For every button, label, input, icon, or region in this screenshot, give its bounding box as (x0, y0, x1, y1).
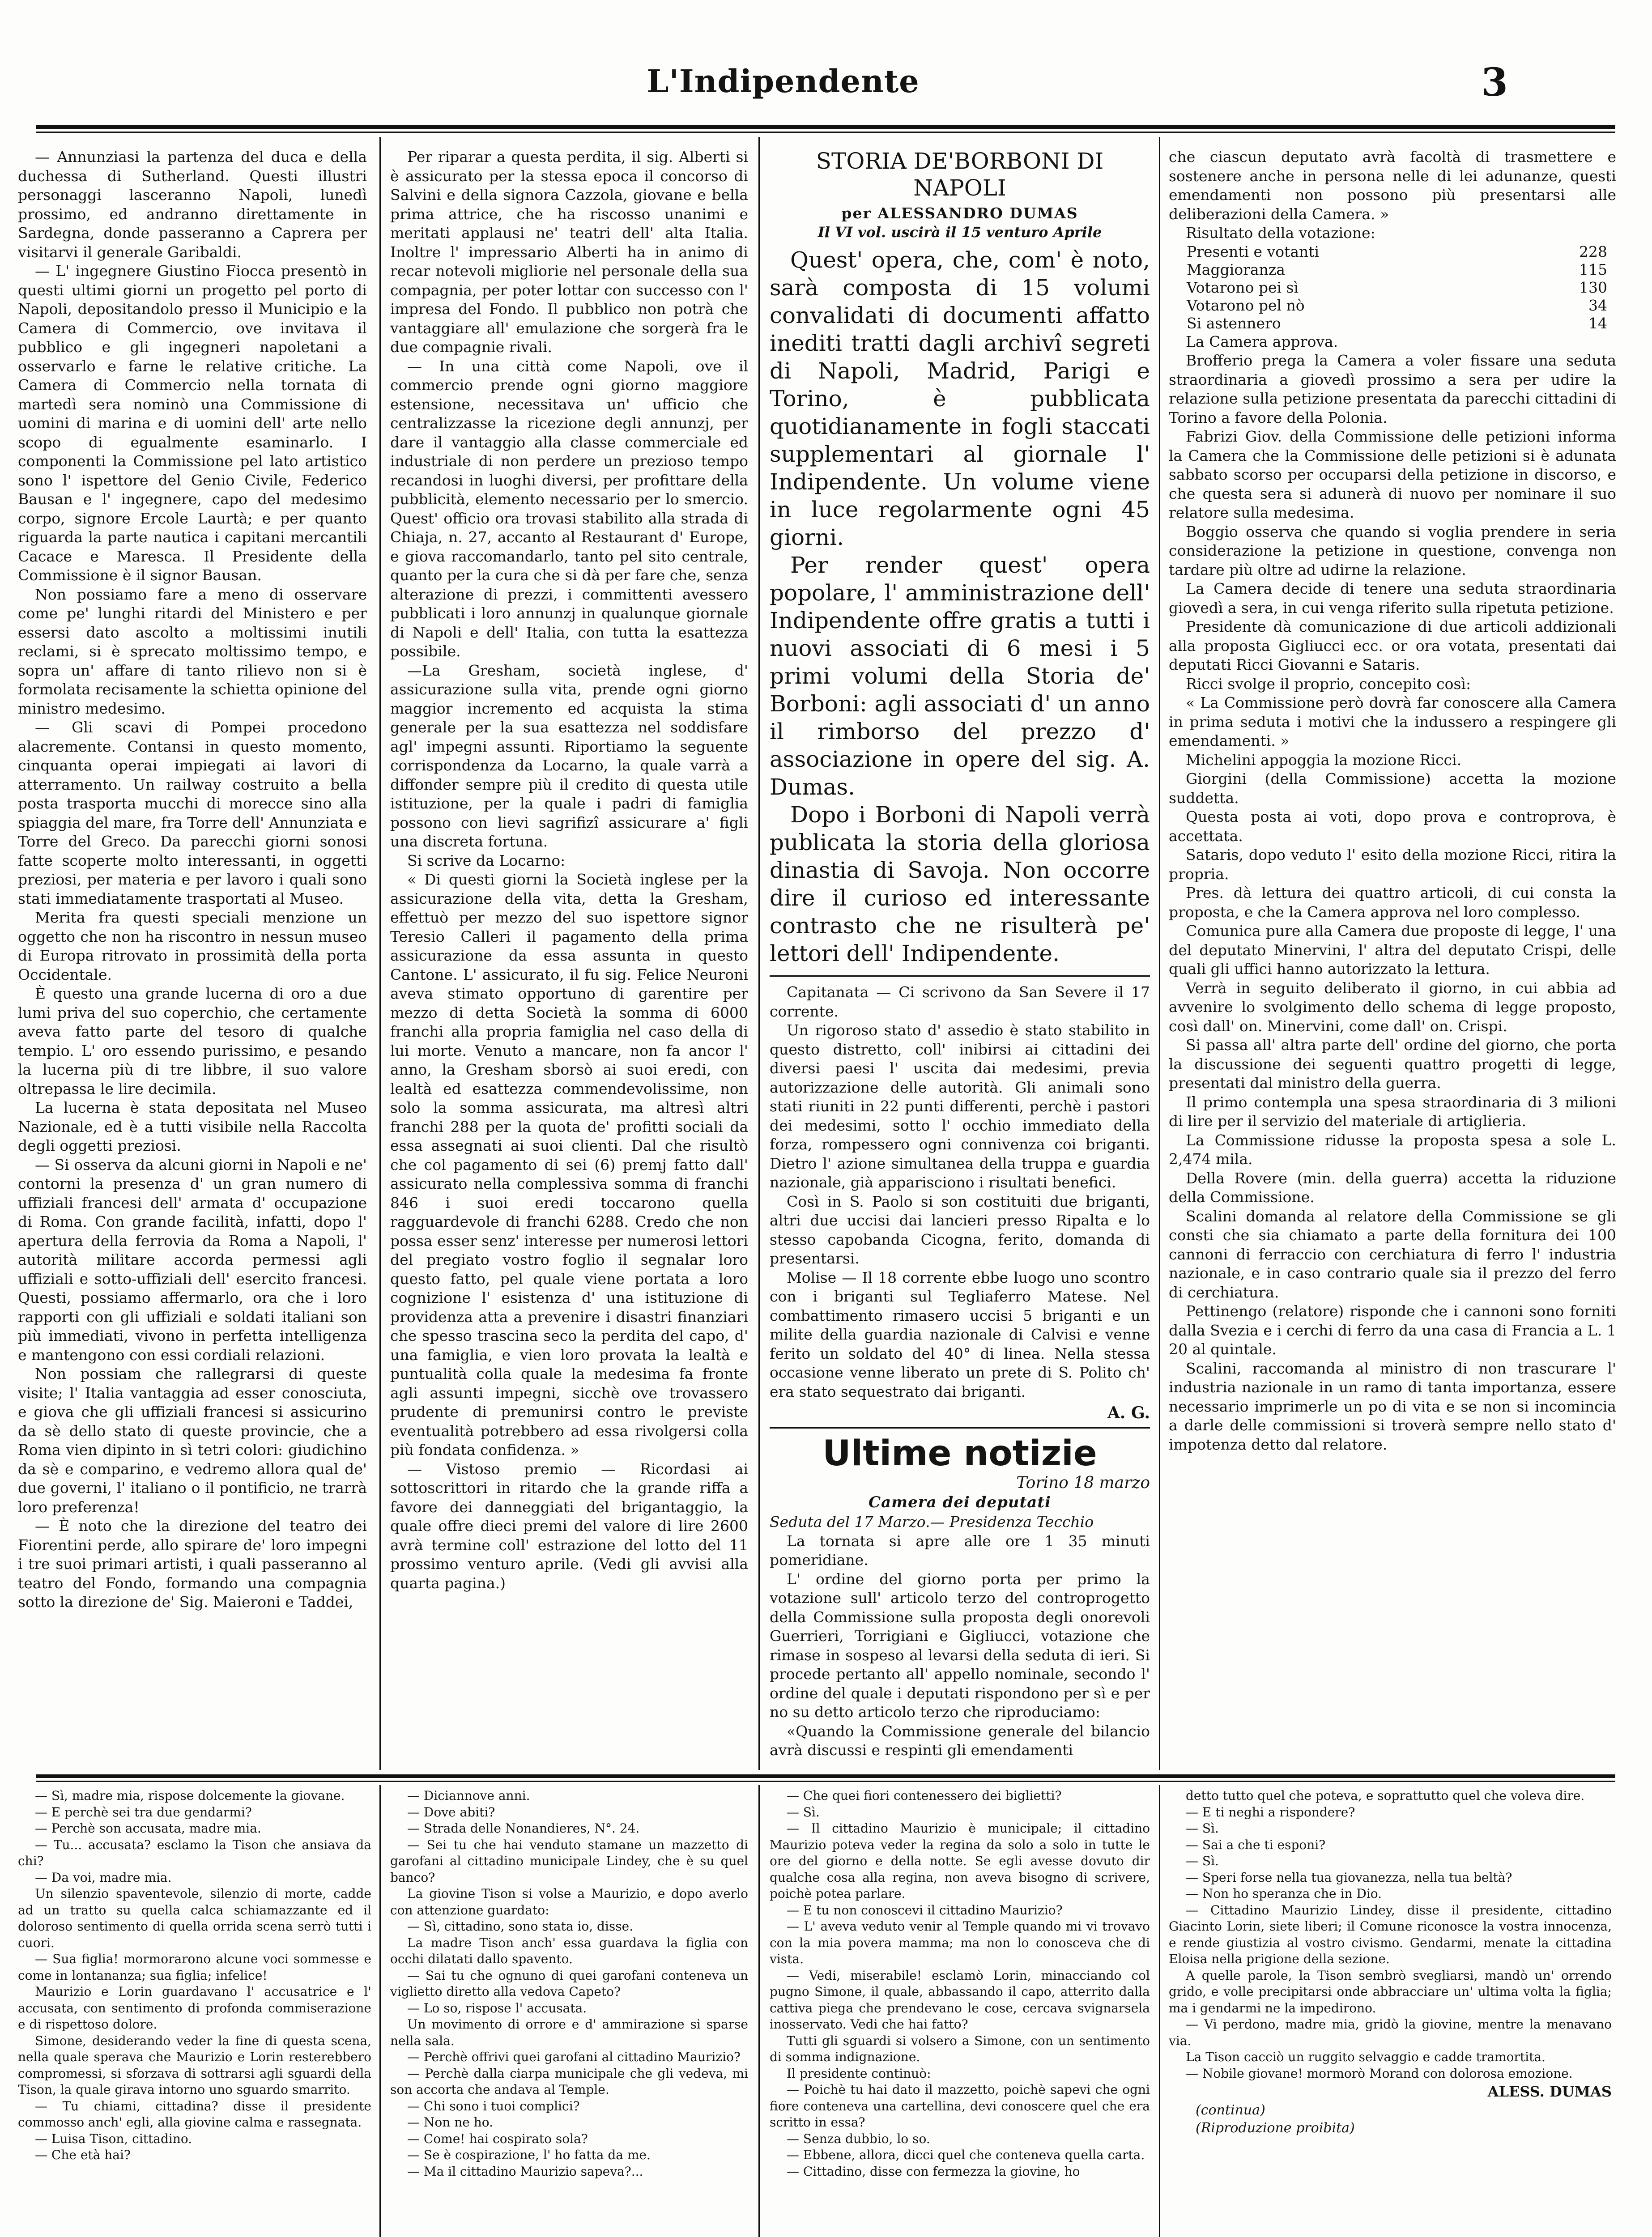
session-paragraph: Sataris, dopo veduto l' esito della mozione Ricci, ritira la propria. (1169, 846, 1616, 883)
advert-divider (770, 975, 1150, 977)
feuilleton-paragraph: — Che età hai? (35, 2148, 131, 2162)
session-paragraph: Giorgini (della Commissione) accetta la mozione suddetta. (1169, 770, 1616, 807)
feuilleton-paragraph: — Sì, madre mia, rispose dolcemente la giovane. (35, 1788, 345, 1803)
article-paragraph: — In una città come Napoli, ove il commercio prende ogni giorno maggiore estensione, necessitava un' ufficio che centralizzasse la ricezione degli annunzj, per dare il vantaggio alla classe commerciale ed industriale di non perdere un prezioso tempo recandosi in luoghi diversi, per profittare della pubblicità, elemento necessario per lo smercio. Quest' officio ora trovasi stabilito alla strada di Chiaja, n. 27, accanto al Restaurant d' Europe, e giova raccomandarlo, tanto pel sito centrale, quanto per la cura che si dà per fare che, senza alterazione di prezzi, i committenti avessero pubblicati i loro annunzj in qualunque giornale di Napoli e dell' Italia, con tutta la esattezza possibile. (390, 357, 748, 660)
vote-results-table (1187, 243, 1607, 332)
article-paragraph: Per riparar a questa perdita, il sig. Alberti si è assicurato per la stessa epoca il concorso di Salvini e della signora Cazzola, giovane e bella prima attrice, che ha riscosso unanimi e meritati applausi ne' teatri dell' alta Italia. Inoltre l' impressario Alberti ha in animo di recar notevoli migliorie nel personale della sua compagnia, per poter lottar con successo con l' impresa del Fondo. Il pubblico non potrà che vantaggiare all' emulazione che sorgerà fra le due compagnie rivali. (390, 148, 748, 356)
feuilleton-paragraph: — Ebbene, allora, dicci quel che conteneva quella carta. (787, 2148, 1145, 2162)
advert-release: Il VI vol. uscirà il 15 venturo Aprile (817, 224, 1102, 241)
feuilleton-paragraph: — Sì. (1186, 1821, 1219, 1836)
article-paragraph: — Vistoso premio — Ricordasi ai sottoscrittori in ritardo che la grande riffa a favore dei danneggiati del brigantaggio, la quale offre dieci premi del valore di lire 2600 avrà termine coll' estrazione del lotto del 11 prossimo venturo aprile. (Vedi gli avvisi alla quarta pagina.) (390, 1460, 748, 1592)
feuilleton-paragraph: A quelle parole, la Tison sembrò svegliarsi, mandò un' orrendo grido, e volle precipitarsi onde abbracciare un' ultima volta la figlia; ma i gendarmi ne la impedirono. (1169, 1968, 1612, 2016)
ultime-date: Torino 18 marzo (1016, 1474, 1150, 1492)
news-paragraph: Capitanata — Ci scrivono da San Severe il 17 corrente. (770, 983, 1150, 1020)
vote-label: Votarono pei sì (1187, 278, 1299, 296)
session-paragraph: « La Commissione però dovrà far conoscere alla Camera in prima seduta i motivi che la indussero a respingere gli emendamenti. » (1169, 694, 1616, 749)
feuilleton-paragraph: — Il cittadino Maurizio è municipale; il cittadino Maurizio poteva veder la regina da solo a solo in tutte le ore del giorno e della notte. Se egli avesse dovuto dir qualche cosa alla regina, non aveva bisogno di scrivere, poichè potea parlare. (770, 1821, 1150, 1901)
feuilleton-paragraph: — Vi perdono, madre mia, gridò la giovine, mentre la menavano via. (1169, 2017, 1612, 2048)
vote-row (1187, 261, 1607, 279)
feuilleton-paragraph: — Sai a che ti esponi? (1186, 1837, 1326, 1852)
news-paragraph: Un rigoroso stato d' assedio è stato stabilito in questo distretto, coll' inibirsi ai cittadini dei diversi paesi l' uscita dai medesimi, previa autorizzazione delle autorità. Gli animali sono stati riuniti in 22 punti differenti, perchè i pastori dei medesimi, sotto l' occhio immediato della forza, rompessero ogni connivenza coi briganti. Dietro l' azione simultanea della truppa e guardia nazionale, già apparisciono i risultati benefici. (770, 1021, 1150, 1191)
feuilleton-paragraph: — Se è cospirazione, l' ho fatta da me. (407, 2148, 651, 2162)
session-paragraph: «Quando la Commissione generale del bilancio avrà discussi e respinti gli emendamenti (770, 1722, 1150, 1759)
feuilleton-paragraph: — E perchè sei tra due gendarmi? (35, 1804, 252, 1820)
feuilleton-paragraph: Un silenzio spaventevole, silenzio di morte, cadde ad un tratto su quella calca schiamazzante ed il doloroso sentimento di quella orrida scena serrò tutti i cuori. (18, 1886, 371, 1950)
feuilleton-paragraph: — Vedi, miserabile! esclamò Lorin, minacciando col pugno Simone, il quale, abbassando il capo, atterrito dalla cattiva piega che prendevano le cose, cercava svignarsela inosservato. Vedi che hai fatto? (770, 1968, 1150, 2032)
feuilleton-paragraph: — Diciannove anni. (407, 1788, 530, 1803)
vote-value: 228 (1579, 242, 1607, 260)
feuilleton-paragraph: — Tu... accusata? esclamo la Tison che ansiava da chi? (18, 1837, 371, 1868)
vote-row (1187, 279, 1607, 297)
feuilleton-paragraph: — Lo so, rispose l' accusata. (407, 2000, 587, 2016)
feuilleton-paragraph: — Cittadino, disse con fermezza la giovine, ho (787, 2164, 1080, 2179)
session-paragraph: Brofferio prega la Camera a voler fissare una seduta straordinaria a giovedì prossimo a sera per udire la relazione sulla petizione presentata da parecchi cittadini di Torino a favore della Polonia. (1169, 352, 1616, 426)
session-paragraph: Boggio osserva che quando si voglia prendere in seria considerazione la petizione in questione, convenga non tardare più oltre ad udirne la relazione. (1169, 523, 1616, 578)
feuilleton-paragraph: — Nobile giovane! mormorò Morand con dolorosa emozione. (1186, 2066, 1573, 2081)
feuilleton-paragraph: — Sì. (787, 1804, 820, 1820)
feuilleton-paragraph: — Come! hai cospirato sola? (407, 2131, 588, 2146)
article-paragraph: La lucerna è stata depositata nel Museo Nazionale, ed è a tutti visibile nella Raccolta degli oggetti preziosi. (18, 1099, 367, 1154)
feuilleton-paragraph: Il presidente continuò: (787, 2066, 931, 2081)
vote-value: 34 (1588, 296, 1607, 314)
session-paragraph: Fabrizi Giov. della Commissione delle petizioni informa la Camera che la Commissione delle petizioni si è adunata sabbato scorso per occuparsi della petizione in discorso, e che questa sera si adunerà di nuovo per nominare il suo relatore sulla medesima. (1169, 428, 1616, 521)
news-paragraph: Così in S. Paolo si son costituiti due briganti, altri due uccisi dai lancieri presso Ripalta e lo stesso capobanda Cicogna, ferito, domanda di presentarsi. (770, 1192, 1150, 1267)
advert-paragraph: Per render quest' opera popolare, l' amministrazione dell' Indipendente offre gratis a tutti i nuovi associati di 6 mesi i 5 primi volumi della Storia de' Borboni: agli associati d' un anno il rimborso del prezzo d' associazione in opere del sig. A. Dumas. (770, 552, 1150, 800)
column-2 (390, 148, 748, 1767)
page-number: 3 (1481, 60, 1508, 105)
column-divider (1159, 137, 1160, 1770)
masthead-rule-thin (36, 132, 1615, 133)
session-paragraph: Pres. dà lettura dei quattro articoli, di cui consta la proposta, e che la Camera approva nel loro complesso. (1169, 884, 1616, 921)
advert-paragraph: Quest' opera, che, com' è noto, sarà composta di 15 volumi convalidati di documenti affatto inediti tratti dagli archivî segreti di Napoli, Madrid, Parigi e Torino, è pubblicata quotidianamente in fogli staccati supplementari al giornale l' Indipendente. Un volume viene in luce regolarmente ogni 45 giorni. (770, 247, 1150, 550)
article-paragraph: — È noto che la direzione del teatro dei Fiorentini perde, allo spirare de' loro impegni i tre suoi primari artisti, i quali passeranno al teatro del Fondo, formando una compagnia sotto la direzione de' Sig. Maieroni e Taddei, (18, 1517, 367, 1611)
feuilleton-column-4 (1169, 1788, 1612, 2237)
masthead (72, 60, 1508, 116)
advert-paragraph: Dopo i Borboni di Napoli verrà publicata la storia della gloriosa dinastia di Savoja. Non occorre dire il curioso ed interessante contrasto che ne risulterà pe' lettori dell' Indipendente. (770, 802, 1150, 966)
feuilleton-divider (1159, 1785, 1160, 2237)
feuilleton-rule-thin (36, 1781, 1615, 1782)
session-line: Seduta del 17 Marzo.— Presidenza Tecchio (770, 1513, 1094, 1531)
vote-label: Presenti e votanti (1187, 242, 1320, 260)
news-signature: A. G. (1107, 1403, 1150, 1422)
article-paragraph: Non possiam che rallegrarsi di queste visite; l' Italia vantaggia ad esser conosciuta, e giova che gli uffiziali francesi si assicurino da sè dello stato di queste provincie, che a Roma vien dipinto in sì tetri colori: giudichino da sè e comparino, e vedremo allora qual de' due governi, l' italiano o il pontificio, ne trarrà loro preferenza! (18, 1365, 367, 1516)
feuilleton-divider (758, 1785, 760, 2237)
session-paragraph: Michelini appoggia la mozione Ricci. (1186, 751, 1462, 769)
feuilleton-paragraph: — Senza dubbio, lo so. (787, 2131, 930, 2146)
feuilleton-paragraph: — Chi sono i tuoi complici? (407, 2098, 580, 2114)
article-paragraph: È questo una grande lucerna di oro a due lumi priva del suo coperchio, che certamente aveva fatto parte del tesoro di qualche tempio. L' oro essendo purissimo, e pesando la lucerna più di tre libbre, il suo valore oltrepassa le lire decimila. (18, 985, 367, 1097)
feuilleton-paragraph: Maurizio e Lorin guardavano l' accusatrice e l' accusata, con sentimento di profonda commiserazione e di rispettoso dolore. (18, 1984, 371, 2032)
advert-author: per ALESSANDRO DUMAS (841, 204, 1078, 222)
feuilleton-paragraph: — Speri forse nella tua giovanezza, nella tua beltà? (1186, 1870, 1512, 1885)
feuilleton-paragraph: — E ti neghi a rispondere? (1186, 1804, 1355, 1820)
session-paragraph: Verrà in seguito deliberato il giorno, in cui abbia ad avvenire lo svolgimento dello schema di legge proposto, così dall' on. Minervini, come dall' on. Crispi. (1169, 979, 1616, 1035)
feuilleton-paragraph: — Perchè son accusata, madre mia. (35, 1821, 261, 1836)
session-paragraph: Comunica pure alla Camera due proposte di legge, l' una del deputato Minervini, l' altra del deputato Crispi, delle quali gli uffici hanno autorizzato la lettura. (1169, 922, 1616, 978)
feuilleton-paragraph: — Perchè offrivi quei garofani al cittadino Maurizio? (407, 2050, 741, 2064)
vote-row (1187, 315, 1607, 332)
feuilleton-column-2 (390, 1788, 748, 2237)
column-4 (1169, 148, 1616, 1767)
feuilleton-rule (36, 1774, 1615, 1778)
feuilleton-paragraph: — Da voi, madre mia. (35, 1870, 172, 1885)
article-paragraph: —La Gresham, società inglese, d' assicurazione sulla vita, prende ogni giorno maggior incremento ed acquista la stima generale per la sua esattezza nel soddisfare agl' impegni assunti. Riportiamo la seguente corrispondenza da Locarno, la quale varrà a diffonder sempre più il credito di questa utile istituzione, per la quale i padri di famiglia possono con lievi sagrifizî assicurare a' figli una discreta fortuna. (390, 661, 748, 850)
article-paragraph: — Annunziasi la partenza del duca e della duchessa di Sutherland. Questi illustri personaggi lasceranno Napoli, lunedì prossimo, ed andranno direttamente in Sardegna, donde passeranno a Caprera per visitarvi il generale Garibaldi. (18, 148, 367, 261)
feuilleton-paragraph: detto tutto quel che poteva, e soprattutto quel che voleva dire. (1186, 1788, 1585, 1803)
session-paragraph: che ciascun deputato avrà facoltà di trasmettere e sostenere anche in persona nelle di lei adunanze, questi emendamenti non possono più presentarsi alle deliberazioni della Camera. » (1169, 148, 1616, 223)
session-paragraph: La Camera approva. (1186, 332, 1338, 350)
feuilleton-paragraph: — L' aveva veduto venir al Temple quando mi vi trovavo con la mia povera mamma; ma non lo conosceva che di vista. (770, 1919, 1150, 1966)
feuilleton-paragraph: — Perchè dalla ciarpa municipale che gli vedeva, mi son accorta che andava al Temple. (390, 2066, 748, 2097)
feuilleton-signature: ALESS. DUMAS (1487, 2083, 1612, 2100)
session-paragraph: Scalini, raccomanda al ministro di non trascurare l' industria nazionale in un ramo di tanta importanza, essere necessario imprimerle un po di vita e se non si incomincia a darle delle commissioni si troverà sempre nello stato d' impotenza detto dal relatore. (1169, 1359, 1616, 1453)
article-paragraph: — Gli scavi di Pompei procedono alacremente. Contansi in questo momento, cinquanta operai impiegati ai lavori di atterramento. Un railway costruito a bella posta trasporta mucchi di morecce sino alla spiaggia del mare, fra Torre dell' Annunziata e Torre del Greco. Da parecchi giorni sonosi fatte scoperte molto interessanti, in oggetti preziosi, per materia e per lavoro i quali sono stati immediatamente trasportati al Museo. (18, 719, 367, 907)
session-paragraph: La Commissione ridusse la proposta spesa a sole L. 2,474 mila. (1169, 1131, 1616, 1168)
feuilleton-column-3 (770, 1788, 1150, 2237)
column-divider (379, 137, 381, 1770)
vote-value: 115 (1579, 260, 1607, 278)
article-paragraph: — L' ingegnere Giustino Fiocca presentò in questi ultimi giorni un progetto pel porto di Napoli, depositandolo presso il Municipio e la Camera di Commercio, ove invitava il pubblico e gli ingegneri napoletani a osservarlo e farne le relative critiche. La Camera di Commercio nella tornata di martedì sera nominò una Commissione di uomini di marina e di uomini dell' arte nello scopo di egualmente esaminarlo. I componenti la Commissione pel lato artistico sono l' ispettore del Genio Civile, Federico Bausan e l' ingegnere, capo del medesimo corpo, signore Ercole Laurtà; e per quanto riguarda la parte nautica i capitani mercantili Cacace e Maresca. Il Presidente della Commissione è il signor Bausan. (18, 262, 367, 584)
feuilleton-paragraph: — Dove abiti? (407, 1804, 495, 1820)
session-paragraph: La Camera decide di tenere una seduta straordinaria giovedì a sera, in cui venga riferito sulla ripetuta petizione. (1169, 580, 1616, 617)
article-paragraph: Non possiamo fare a meno di osservare come pe' lunghi ritardi del Ministero e per essersi dato ascolto a moltissimi inutili reclami, si è sprecato moltissimo tempo, e sopra un' affare di tanto rilievo non si è formolata recisamente la schietta opinione del ministro medesimo. (18, 585, 367, 717)
feuilleton-paragraph: — Poichè tu hai dato il mazzetto, poichè sapevi che ogni fiore conteneva una cartellina, devi conoscere quel che era scritto in essa? (770, 2082, 1150, 2130)
feuilleton-paragraph: — Sei tu che hai venduto stamane un mazzetto di garofani al cittadino municipale Lindey, che è su quel banco? (390, 1837, 748, 1885)
article-paragraph: « Di questi giorni la Società inglese per la assicurazione della vita, detta la Gresham, effettuò per mezzo del suo ispettore signor Teresio Calleri il pagamento della prima assicurazione da essa assunta in questo Cantone. L' assicurato, il fu sig. Felice Neuroni aveva stimato opportuno di garentire per mezzo di detta Società la somma di 6000 franchi alla propria famiglia nel caso della di lui morte. Venuto a mancare, non fa ancor l' anno, la Gresham sborsò ai suoi eredi, con lealtà ed esattezza commendevolissime, non solo la somma assicurata, ma altresì altri franchi 288 per la quota de' profitti sociali da essa assegnati ai suoi clienti. Dal che risultò che col pagamento di sei (6) premj fatto dall' assicurato nella complessiva somma di franchi 846 i suoi eredi toccarono quella ragguardevole di franchi 6288. Credo che non possa esser senz' interesse per numerosi lettori del pregiato vostro foglio il segnalar loro questo fatto, pel quale viene portata a loro cognizione l' esistenza d' una istituzione di providenza atta a prevenire i disastri finanziari che spesso trascina seco la perdita del capo, d' una famiglia, e vien loro provata la lealtà e puntualità colla quale la medesima fa fronte agli assunti impegni, sicchè ove trovassero prudente di premunirsi contro le previste eventualità potrebbero ad essa rivolgersi colla più fondata confidenza. » (390, 871, 748, 1459)
session-paragraph: Ricci svolge il proprio, concepito così: (1186, 675, 1471, 693)
session-paragraph: Il primo contempla una spesa straordinaria di 3 milioni di lire per il servizio del materiale di artiglieria. (1169, 1093, 1616, 1130)
feuilleton-paragraph: — Non ho speranza che in Dio. (1186, 1886, 1382, 1901)
ultime-divider (770, 1427, 1150, 1429)
article-paragraph: Merita fra questi speciali menzione un oggetto che non ha riscontro in nessun museo di Europa ritrovato in prossimità della porta Occidentale. (18, 909, 367, 983)
masthead-rule (36, 125, 1615, 129)
feuilleton-paragraph: La madre Tison anch' essa guardava la figlia con occhi dilatati dallo spavento. (390, 1935, 748, 1966)
vote-label: Votarono pel nò (1187, 296, 1305, 314)
ultime-notizie-heading: Ultime notizie (822, 1433, 1097, 1474)
feuilleton-paragraph: — Cittadino Maurizio Lindey, disse il presidente, cittadino Giacinto Lorin, siete liberi; il Comune riconosce la vostra innocenza, e rende giustizia al vostro civismo. Gendarmi, menate la cittadina Eloisa nella prigione della sezione. (1169, 1902, 1612, 1966)
feuilleton-paragraph: — Non ne ho. (407, 2115, 493, 2130)
session-paragraph: Scalini domanda al relatore della Commissione se gli consti che sia chiamato a parte della fornitura dei 100 cannoni di ferraccio con cerchiatura di ferro l' industria nazionale, e in caso contrario quale sia il prezzo del ferro di cerchiatura. (1169, 1207, 1616, 1301)
advert-body (770, 246, 1150, 967)
session-paragraph: Questa posta ai voti, dopo prova e controprova, è accettata. (1169, 808, 1616, 845)
column-3 (770, 148, 1150, 1767)
feuilleton-column-1 (18, 1788, 371, 2237)
newspaper-title: L'Indipendente (647, 63, 920, 100)
camera-heading: Camera dei deputati (869, 1493, 1051, 1511)
feuilleton-paragraph: Simone, desiderando veder la fine di questa scena, nella quale sperava che Maurizio e Lorin resterebbero compromessi, si sforzava di sottrarsi agli sguardi della Tison, la quale girava intorno uno sguardo smarrito. (18, 2033, 371, 2097)
feuilleton-paragraph: — Sai tu che ognuno di quei garofani conteneva un viglietto diretto alla vedova Capeto? (390, 1968, 748, 1999)
feuilleton-paragraph: — Luisa Tison, cittadino. (35, 2131, 192, 2146)
vote-value: 14 (1588, 314, 1607, 332)
feuilleton-paragraph: — Sì, cittadino, sono stata io, disse. (407, 1919, 634, 1934)
article-paragraph: — Si osserva da alcuni giorni in Napoli e ne' contorni la presenza d' un gran numero di uffiziali francesi dell' armata d' occupazione di Roma. Con grande facilità, infatti, dopo l' apertura della ferrovia da Roma a Napoli, l' autorità militare accorda permessi agli uffiziali e sotto-uffiziali dell' esercito francesi. Questi, possiamo affermarlo, ora che i loro rapporti con gli uffiziali e soldati italiani son più immediati, vivono in perfetta intelligenza e mantengono con essi cordiali relazioni. (18, 1156, 367, 1364)
article-paragraph: Si scrive da Locarno: (407, 851, 566, 869)
feuilleton-paragraph: La giovine Tison si volse a Maurizio, e dopo averlo con attenzione guardato: (390, 1886, 748, 1918)
feuilleton-paragraph: La Tison cacciò un ruggito selvaggio e cadde tramortita. (1186, 2050, 1546, 2064)
feuilleton-paragraph: — Che quei fiori contenessero dei biglietti? (787, 1788, 1062, 1803)
session-paragraph: Presidente dà comunicazione di due articoli addizionali alla proposta Gigliucci ecc. or ora votata, presentati dai deputati Ricci Giovanni e Sataris. (1169, 618, 1616, 673)
feuilleton-continua: (continua) (1196, 2102, 1265, 2118)
feuilleton-paragraph: — Sua figlia! mormorarono alcune voci sommesse e come in lontananza; sua figlia; infelice! (18, 1952, 371, 1983)
session-paragraph: La tornata si apre alle ore 1 35 minuti pomeridiane. (770, 1532, 1150, 1569)
session-paragraph: L' ordine del giorno porta per primo la votazione sull' articolo terzo del controprogetto della Commissione sulla proposta degli onorevoli Guerrieri, Torrigiani e Gigliucci, votazione che rimase in sospeso al levarsi della seduta di ieri. Si procede pertanto all' appello nominale, secondo l' ordine del quale i deputati rispondono per sì e per no su detto articolo terzo che riproduciamo: (770, 1570, 1150, 1721)
vote-row (1187, 297, 1607, 315)
news-paragraph: Molise — Il 18 corrente ebbe luogo uno scontro con i briganti sul Tegliaferro Matese. Nel combattimento rimasero uccisi 5 briganti e un milite della guardia nazionale di Calvisi e venne ferito un soldato del 40° di linea. Nella stessa occasione venne liberato un prete di S. Polito ch' era stato sequestrato dai briganti. (770, 1268, 1150, 1400)
feuilleton-paragraph: — Ma il cittadino Maurizio sapeva?... (407, 2164, 643, 2179)
session-paragraph: Della Rovere (min. della guerra) accetta la riduzione della Commissione. (1169, 1169, 1616, 1206)
session-paragraph: Si passa all' altra parte dell' ordine del giorno, che porta la discussione dei seguenti quattro progetti di legge, presentati dal ministro della guerra. (1169, 1036, 1616, 1092)
feuilleton-paragraph: — Sì. (1186, 1854, 1219, 1868)
feuilleton-riproduzione: (Riproduzione proibita) (1196, 2120, 1355, 2136)
advert-title: STORIA DE'BORBONI DI NAPOLI (816, 148, 1104, 201)
vote-label: Si astennero (1187, 314, 1281, 332)
feuilleton-paragraph: — Strada delle Nonandieres, N°. 24. (407, 1821, 640, 1836)
feuilleton-paragraph: Un movimento di orrore e d' ammirazione si sparse nella sala. (390, 2017, 748, 2048)
session-paragraph: Pettinengo (relatore) risponde che i cannoni sono forniti dalla Svezia e i cerchi di ferro da una casa di Francia a L. 1 20 al quintale. (1169, 1302, 1616, 1358)
vote-title: Risultato della votazione: (1186, 224, 1375, 242)
vote-label: Maggioranza (1187, 260, 1285, 278)
column-1 (18, 148, 367, 1767)
feuilleton-paragraph: — Tu chiami, cittadina? disse il presidente commosso anch' egli, alla giovine calma e rassegnata. (18, 2098, 371, 2130)
feuilleton-paragraph: — E tu non conoscevi il cittadino Maurizio? (787, 1902, 1063, 1918)
vote-value: 130 (1579, 278, 1607, 296)
feuilleton-divider (379, 1785, 381, 2237)
vote-row (1187, 243, 1607, 261)
column-divider (758, 137, 760, 1770)
feuilleton-paragraph: Tutti gli sguardi si volsero a Simone, con un sentimento di somma indignazione. (770, 2033, 1150, 2064)
